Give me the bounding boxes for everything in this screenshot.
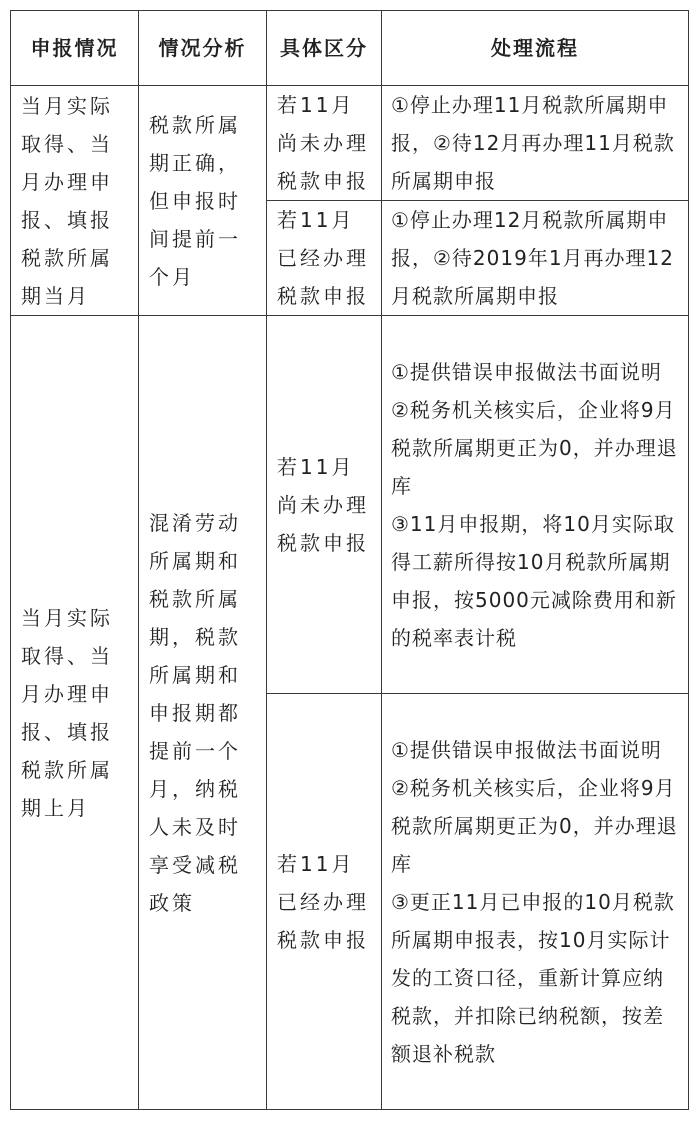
declaration-situation-cell: 当月实际取得、当月办理申报、填报税款所属期上月 [11, 316, 139, 1110]
situation-analysis-cell: 税款所属期正确，但申报时间提前一个月 [139, 86, 267, 316]
process-step: ②税务机关核实后，企业将9月税款所属期更正为0，并办理退库 [391, 775, 678, 876]
distinction-cell: 若11月尚未办理税款申报 [267, 316, 382, 694]
process-step: ③11月申报期，将10月实际取得工薪所得按10月税款所属期申报，按5000元减除费用和新的税率表计税 [391, 511, 677, 650]
process-step: ①停止办理11月税款所属期申报，②待12月再办理11月税款所属期申报 [391, 93, 675, 193]
process-cell [382, 694, 689, 1110]
header-situation-analysis: 情况分析 [139, 11, 267, 86]
situation-analysis-cell: 混淆劳动所属期和税款所属期，税款所属期和申报期都提前一个月，纳税人未及时享受减税政策 [139, 316, 267, 1110]
header-row [11, 11, 689, 86]
tax-declaration-table [10, 10, 689, 1110]
header-declaration-situation: 申报情况 [11, 11, 139, 86]
table-row [11, 86, 689, 201]
process-step: ③更正11月已申报的10月税款所属期申报表，按10月实际计发的工资口径，重新计算应纳税款，并扣除已纳税额，按差额退补税款 [391, 889, 675, 1066]
header-specific-distinction: 具体区分 [267, 11, 382, 86]
process-cell [382, 86, 689, 201]
process-step: ①停止办理12月税款所属期申报，②待2019年1月再办理12月税款所属期申报 [391, 208, 675, 308]
distinction-cell: 若11月已经办理税款申报 [267, 694, 382, 1110]
process-step: ①提供错误申报做法书面说明 [391, 737, 662, 762]
process-cell [382, 316, 689, 694]
process-step: ①提供错误申报做法书面说明 [391, 359, 662, 384]
process-cell [382, 201, 689, 316]
distinction-cell: 若11月已经办理税款申报 [267, 201, 382, 316]
declaration-situation-cell: 当月实际取得、当月办理申报、填报税款所属期当月 [11, 86, 139, 316]
table-row [11, 316, 689, 694]
header-processing-flow: 处理流程 [382, 11, 689, 86]
process-step: ②税务机关核实后，企业将9月税款所属期更正为0，并办理退库 [391, 397, 678, 498]
distinction-cell: 若11月尚未办理税款申报 [267, 86, 382, 201]
